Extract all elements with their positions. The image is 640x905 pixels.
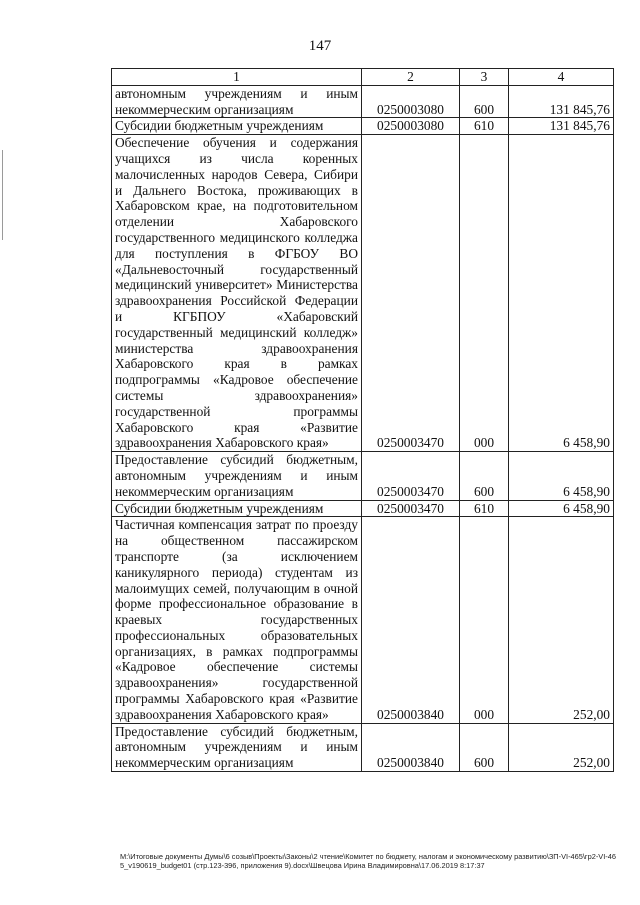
expense-type: 600 <box>460 85 509 118</box>
row-description: Частичная компенсация затрат по проезду на общественном пассажирском транспорте (за исключением каникулярного периода) студентам из малоимущих семей, получающим в очной форме профессиональное образование в краевых государственных профессиональных образовательных организациях, в рамках подпрограммы «Кадровое обеспечение системы здравоохранения» государственной программы Хабаровского края «Развитие здравоохранения Хабаровского края» <box>112 517 362 723</box>
file-path-footer: М:\Итоговые документы Думы\6 созыв\Проекты\Законы\2 чтение\Комитет по бюджету, налогам и экономическому развитию\ЗП-VI-465\гр2-VI-465_v190619_budget01 (стр.123-396, приложения 9).docx\Швецова Ирина Владимировна\17.06.2019 8:17:37 <box>120 852 616 870</box>
target-code: 0250003470 <box>362 500 460 517</box>
table-row <box>112 118 614 135</box>
page-number: 147 <box>308 38 332 54</box>
column-number-row <box>112 69 614 86</box>
row-description: Предоставление субсидий бюджетным, автономным учреждениям и иным некоммерческим организациям <box>112 723 362 771</box>
target-code: 0250003470 <box>362 452 460 500</box>
row-description: Субсидии бюджетным учреждениям <box>112 500 362 517</box>
column-number: 4 <box>509 69 614 86</box>
amount: 6 458,90 <box>509 452 614 500</box>
column-number: 3 <box>460 69 509 86</box>
table-row <box>112 452 614 500</box>
amount: 252,00 <box>509 517 614 723</box>
expense-type: 600 <box>460 452 509 500</box>
amount: 6 458,90 <box>509 500 614 517</box>
table-row <box>112 517 614 723</box>
target-code: 0250003080 <box>362 118 460 135</box>
amount: 252,00 <box>509 723 614 771</box>
row-description: Обеспечение обучения и содержания учащихся из числа коренных малочисленных народов Севера, Сибири и Дальнего Востока, проживающих в Хабаровском крае, на подготовительном отделении Хабаровского государственного медицинского колледжа для поступления в ФГБОУ ВО «Дальневосточный государственный медицинский университет» Министерства здравоохранения Российской Федерации и КГБПОУ «Хабаровский государственный медицинский колледж» министерства здравоохранения Хабаровского края в рамках подпрограммы «Кадровое обеспечение системы здравоохранения» государственной программы Хабаровского края «Развитие здравоохранения Хабаровского края» <box>112 135 362 452</box>
target-code: 0250003840 <box>362 517 460 723</box>
expense-type: 610 <box>460 500 509 517</box>
table-row <box>112 500 614 517</box>
table-row <box>112 723 614 771</box>
budget-table <box>111 68 614 772</box>
expense-type: 000 <box>460 135 509 452</box>
expense-type: 000 <box>460 517 509 723</box>
margin-mark <box>2 150 3 240</box>
amount: 6 458,90 <box>509 135 614 452</box>
target-code: 0250003080 <box>362 85 460 118</box>
target-code: 0250003840 <box>362 723 460 771</box>
amount: 131 845,76 <box>509 118 614 135</box>
expense-type: 600 <box>460 723 509 771</box>
row-description: автономным учреждениям и иным некоммерческим организациям <box>112 85 362 118</box>
column-number: 2 <box>362 69 460 86</box>
target-code: 0250003470 <box>362 135 460 452</box>
amount: 131 845,76 <box>509 85 614 118</box>
expense-type: 610 <box>460 118 509 135</box>
table-row <box>112 135 614 452</box>
column-number: 1 <box>112 69 362 86</box>
row-description: Предоставление субсидий бюджетным, автономным учреждениям и иным некоммерческим организациям <box>112 452 362 500</box>
row-description: Субсидии бюджетным учреждениям <box>112 118 362 135</box>
table-row <box>112 85 614 118</box>
